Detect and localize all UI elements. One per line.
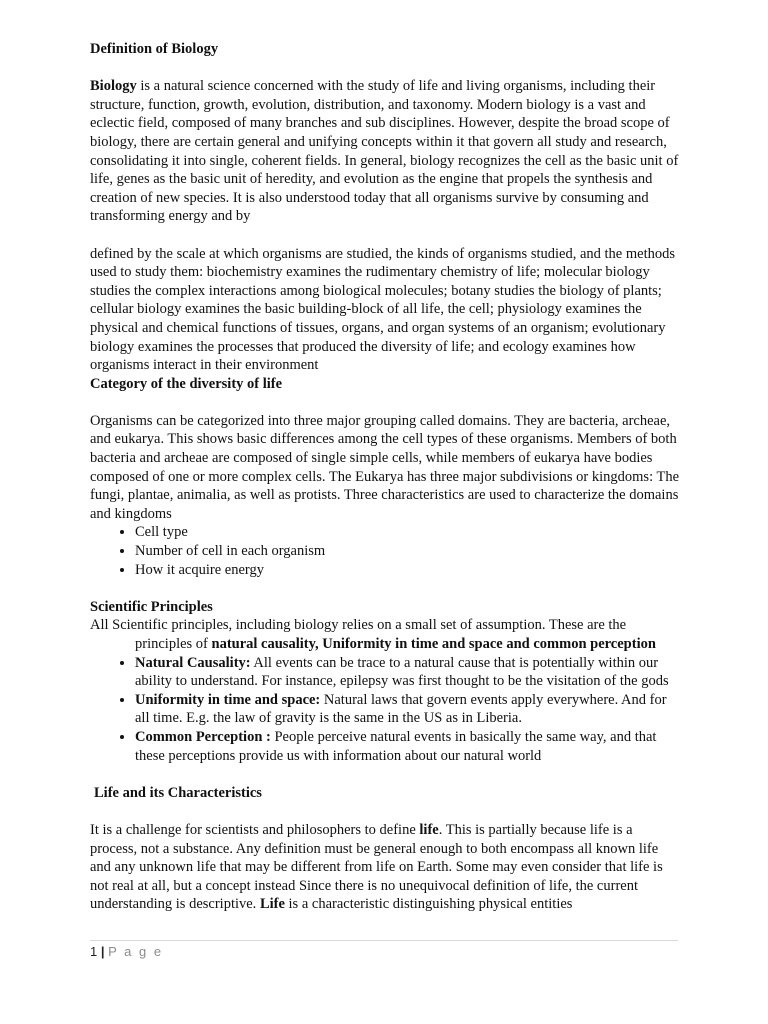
list-item <box>135 728 680 765</box>
biology-term: Biology <box>90 78 137 95</box>
definition-paragraph-2: defined by the scale at which organisms are studied, the kinds of organisms studied, and the methods used to study them: biochemistry examines the rudimentary chemistry of life; molecular biology studies the complex interactions among biological molecules; botany studies the biology of plants; cellular biology examines the basic building-block of all life, the cell; physiology examines the physical and chemical functions of tissues, organs, and organ systems of an organism; evolutionary biology examines the processes that produced the diversity of life; and ecology examines how organisms interact in their environment <box>90 245 675 374</box>
scientific-intro-bold: natural causality, Uniformity in time and space and common perception <box>211 636 656 652</box>
list-item: • Cell type <box>135 523 680 542</box>
scientific-intro-line-2 <box>90 635 680 654</box>
life-text-e: is a characteristic distinguishing physical entities <box>284 896 573 913</box>
principle-text: All events can be trace to a natural cause that is potentially within our ability to understand. For instance, epilepsy was first thought to be the visitation of the gods <box>135 654 669 690</box>
category-paragraph: Organisms can be categorized into three major grouping called domains. They are bacteria, archeae, and eukarya. This shows basic differences among the cell types of these organisms. Members of both bacteria and archeae are composed of single simple cells, while members of eukarya have bodies composed of one or more complex cells. The Eukarya has three major subdivisions or kingdoms: The fungi, plantae, animalia, as well as protists. Three characteristics are used to characterize the domains and kingdoms <box>90 412 679 522</box>
scientific-intro-line-1: All Scientific principles, including biology relies on a small set of assumption. These are the <box>90 617 627 634</box>
list-item <box>135 691 680 728</box>
document-page <box>90 40 680 914</box>
life-text-a: It is a challenge for scientists and philosophers to define <box>90 821 420 838</box>
definition-paragraph-1-text: is a natural science concerned with the study of life and living organisms, including their structure, function, growth, evolution, distribution, and taxonomy. Modern biology is a vast and eclectic field, composed of many branches and sub disciplines. However, despite the broad scope of biology, there are certain general and unifying concepts within it that govern all study and research, consolidating it into single, coherent fields. In general, biology recognizes the cell as the basic unit of life, genes as the basic unit of heredity, and evolution as the engine that propels the synthesis and creation of new species. It is also understood today that all organisms survive by consuming and transforming energy and by <box>90 78 679 225</box>
definition-paragraph-1 <box>90 77 680 226</box>
page-number: 1 <box>90 944 98 959</box>
list-item: • Number of cell in each organism <box>135 542 680 561</box>
list-item: • How it acquire energy <box>135 561 680 580</box>
list-item <box>135 654 680 691</box>
life-term-1: life <box>419 821 439 838</box>
scientific-principles-heading: Scientific Principles <box>90 598 213 615</box>
scientific-principles-list <box>90 654 680 766</box>
principle-term: Natural Causality: <box>135 654 251 671</box>
definition-heading: Definition of Biology <box>90 41 219 57</box>
life-text-c: . This is partially because life is a process, not a substance. Any definition must be general enough to both encompass all known life and any unknown life that may be different from life on Earth. Some may even consider that life is not real at all, but a concept instead Since there is no unequivocal definition of life, the current understanding is descriptive. <box>90 821 663 913</box>
life-term-2: Life <box>259 896 285 913</box>
page-word: P a g e <box>108 944 164 959</box>
page-separator: | <box>100 944 105 959</box>
principle-term: Uniformity in time and space: <box>135 691 321 708</box>
category-bullet-list <box>90 523 680 579</box>
principle-term: Common Perception : <box>135 728 271 745</box>
scientific-intro-plain: principles of <box>135 636 212 652</box>
page-footer <box>90 940 678 959</box>
principle-text: People perceive natural events in basically the same way, and that these perceptions provide us with information about our natural world <box>135 728 657 764</box>
life-paragraph <box>90 821 680 914</box>
life-heading: Life and its Characteristics <box>94 784 262 801</box>
principle-text: Natural laws that govern events apply everywhere. And for all time. E.g. the law of gravity is the same in the US as in Liberia. <box>135 691 667 727</box>
category-heading: Category of the diversity of life <box>90 375 283 392</box>
